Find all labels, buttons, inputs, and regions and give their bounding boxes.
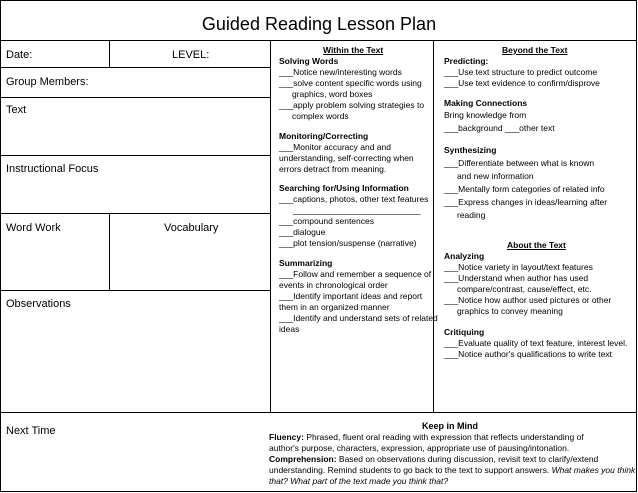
fluency-label: Fluency: xyxy=(269,432,304,442)
date-label: Date: xyxy=(6,49,33,61)
searching-item: ___dialogue xyxy=(279,227,326,238)
predicting-title: Predicting: xyxy=(444,56,489,66)
next-time-label: Next Time xyxy=(6,425,56,437)
monitoring-item: understanding, self-correcting when xyxy=(279,152,414,163)
beyond-heading: Beyond the Text xyxy=(502,45,568,55)
instructional-focus-label: Instructional Focus xyxy=(6,163,99,175)
row-divider xyxy=(0,290,270,291)
title-divider xyxy=(0,40,637,41)
about-text-column xyxy=(444,251,627,360)
summarizing-item: ___Identify and understand sets of related xyxy=(279,312,438,323)
summarizing-item: events in chronological order xyxy=(279,279,388,290)
comprehension-text-line2: understanding. Remind students to go back to the text to support answers. xyxy=(269,465,550,476)
word-work-label: Word Work xyxy=(6,222,61,234)
monitoring-item: errors detract from meaning. xyxy=(279,163,387,174)
comprehension-text: Based on observations during discussion, revisit text to clarify/extend xyxy=(338,454,599,465)
synthesizing-item: ___Mentally form categories of related info xyxy=(444,184,605,195)
synthesizing-item: ___Differentiate between what is known xyxy=(444,158,595,169)
solving-item: complex words xyxy=(292,111,349,122)
analyzing-item: compare/contrast, cause/effect, etc. xyxy=(457,284,592,295)
solving-words-title: Solving Words xyxy=(279,56,339,66)
analyzing-title: Analyzing xyxy=(444,251,485,261)
summarizing-item: ideas xyxy=(279,324,300,335)
solving-item: ___Notice new/interesting words xyxy=(279,67,402,78)
synthesizing-item: and new information xyxy=(457,171,534,182)
searching-item: ___plot tension/suspense (narrative) xyxy=(279,238,417,249)
synthesizing-item: ___Express changes in ideas/learning after xyxy=(444,197,608,208)
col-divider xyxy=(270,40,271,412)
searching-item: ___compound sentences xyxy=(279,216,374,227)
row-divider xyxy=(0,155,270,156)
vocabulary-label: Vocabulary xyxy=(164,222,219,234)
beyond-text-column xyxy=(444,56,607,222)
critiquing-item: ___Evaluate quality of text feature, interest level. xyxy=(444,337,628,348)
group-members-label: Group Members: xyxy=(6,76,89,88)
comprehension-question: What makes you think xyxy=(551,465,636,476)
within-text-column xyxy=(279,56,438,335)
within-heading: Within the Text xyxy=(323,45,384,55)
page-title: Guided Reading Lesson Plan xyxy=(201,14,437,34)
making-item: ___background ___other text xyxy=(444,123,555,134)
analyzing-item: ___Notice variety in layout/text features xyxy=(444,262,593,273)
making-item: Bring knowledge from xyxy=(444,110,527,121)
searching-item: ___________________________ xyxy=(293,205,421,216)
solving-item: graphics, word boxes xyxy=(292,89,373,100)
keep-in-mind-body xyxy=(269,432,635,487)
analyzing-item: ___Notice how author used pictures or other xyxy=(444,295,612,306)
row-divider xyxy=(0,213,270,214)
summarizing-title: Summarizing xyxy=(279,257,333,268)
solving-item: ___apply problem solving strategies to xyxy=(279,100,425,111)
comprehension-label: Comprehension: xyxy=(269,454,337,465)
fluency-text: Phrased, fluent oral reading with expression that reflects understanding of xyxy=(306,432,584,442)
monitoring-title: Monitoring/Correcting xyxy=(279,130,369,141)
analyzing-item: graphics to convey meaning xyxy=(457,306,563,317)
about-heading: About the Text xyxy=(507,240,566,250)
critiquing-title: Critiquing xyxy=(444,326,485,337)
analyzing-item: ___Understand when author has used xyxy=(444,273,589,284)
synthesizing-item: reading xyxy=(457,210,486,221)
critiquing-item: ___Notice author's qualifications to write text xyxy=(444,348,612,359)
synthesizing-title: Synthesizing xyxy=(444,145,497,156)
col-divider xyxy=(109,40,110,67)
summarizing-item: them in an organized manner xyxy=(279,301,390,312)
keep-in-mind-heading: Keep in Mind xyxy=(422,421,478,431)
predicting-item: ___Use text structure to predict outcome xyxy=(444,67,598,78)
row-divider xyxy=(0,67,270,68)
col-divider xyxy=(109,213,110,290)
row-divider xyxy=(0,412,637,413)
fluency-text-line2: author's purpose, characters, expression, appropriate use of pausing/intonation. xyxy=(269,443,570,454)
summarizing-item: ___Identify important ideas and report xyxy=(279,290,423,301)
row-divider xyxy=(0,97,270,98)
searching-item: ___captions, photos, other text features xyxy=(279,194,429,205)
solving-item: ___solve content specific words using xyxy=(279,78,422,89)
summarizing-item: ___Follow and remember a sequence of xyxy=(279,268,432,279)
making-connections-title: Making Connections xyxy=(444,98,528,109)
predicting-item: ___Use text evidence to confirm/disprove xyxy=(444,78,600,89)
observations-label: Observations xyxy=(6,298,71,310)
comprehension-question-line2: that? What part of the text made you think that? xyxy=(269,476,449,487)
monitoring-item: ___Monitor accuracy and and xyxy=(279,141,391,152)
text-label: Text xyxy=(6,104,27,116)
searching-title: Searching for/Using Information xyxy=(279,182,409,193)
level-label: LEVEL: xyxy=(172,49,210,61)
